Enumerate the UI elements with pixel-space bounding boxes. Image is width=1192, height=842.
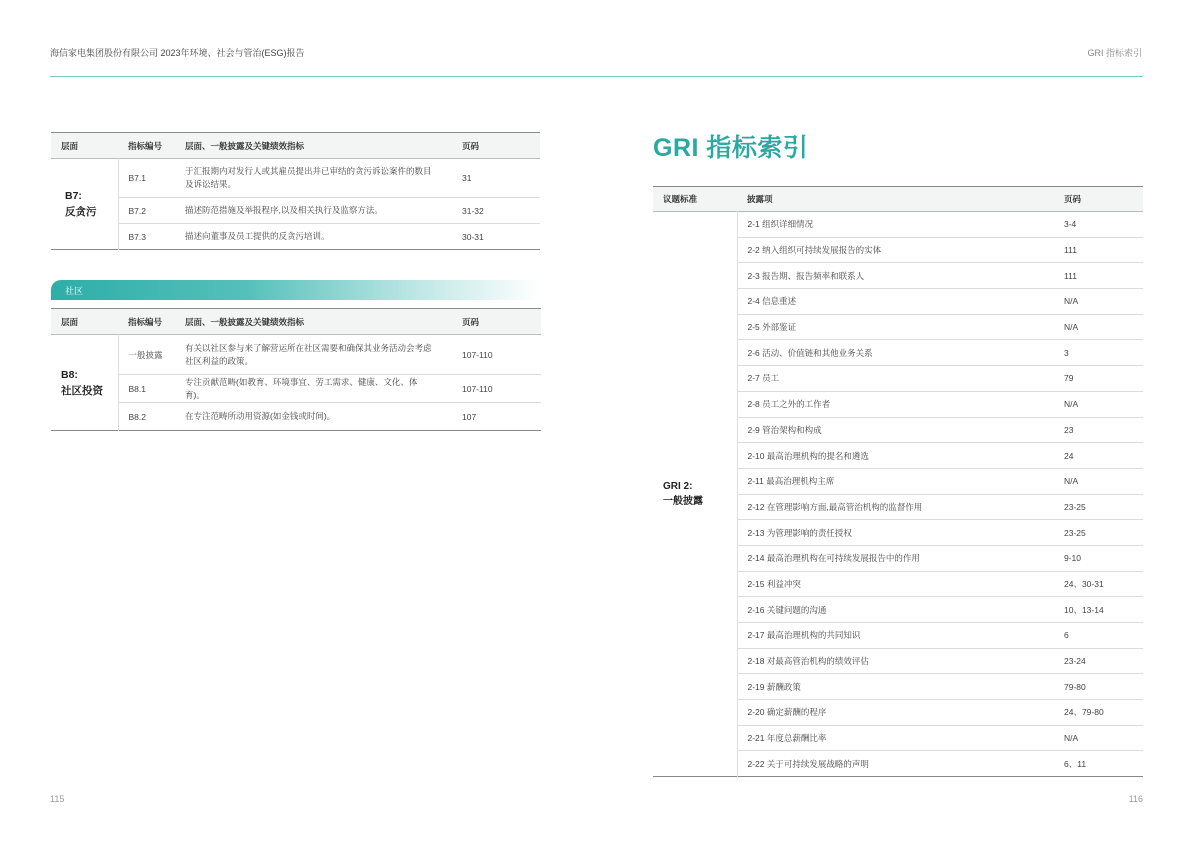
page-cell: 10、13-14: [1064, 604, 1104, 615]
page-cell: 3: [1064, 347, 1069, 358]
page-cell: 6: [1064, 630, 1069, 641]
b8-community-investment-table: [51, 308, 541, 431]
disclosure-cell: 2-17 最高治理机构的共同知识: [747, 630, 861, 641]
disclosure-cell: 2-6 活动、价值链和其他业务关系: [747, 347, 873, 358]
page-cell: 24、79-80: [1064, 707, 1104, 718]
disclosure-cell: 2-1 组织详细情况: [747, 219, 814, 230]
col-header-description: 层面、一般披露及关键绩效指标: [185, 316, 305, 327]
gri-index-title: GRI 指标索引: [653, 134, 809, 162]
disclosure-cell: 2-2 纳入组织可持续发展报告的实体: [747, 245, 882, 256]
disclosure-cell: 2-9 管治架构和构成: [747, 424, 822, 435]
disclosure-cell: 2-3 报告期、报告频率和联系人: [747, 270, 865, 281]
description-cell: 描述向董事及员工提供的反贪污培训。: [185, 231, 330, 241]
col-header-standard: 议题标准: [663, 194, 698, 204]
page-cell: 31-32: [462, 205, 484, 216]
code-cell: 一般披露: [128, 349, 163, 360]
code-cell: B8.1: [128, 383, 146, 394]
page-cell: 23-24: [1064, 656, 1086, 667]
col-header-aspect: 层面: [61, 140, 79, 151]
description-cell: 在专注范畴所动用资源(如金钱或时间)。: [185, 411, 336, 421]
report-header-title: 海信家电集团股份有限公司 2023年环境、社会与管治(ESG)报告: [50, 48, 305, 58]
page-cell: N/A: [1064, 399, 1079, 410]
table-row: [51, 198, 540, 224]
code-cell: B7.3: [128, 231, 146, 242]
col-header-code: 指标编号: [128, 316, 163, 327]
table-header-row: [51, 309, 541, 335]
community-section-band: [51, 280, 540, 300]
page-cell: N/A: [1064, 476, 1079, 487]
disclosure-cell: 2-8 员工之外的工作者: [747, 399, 831, 410]
disclosure-cell: 2-21 年度总薪酬比率: [747, 733, 827, 744]
code-cell: B7.2: [128, 205, 146, 216]
aspect-cell: B8: 社区投资: [51, 335, 118, 431]
section-header-title: GRI 指标索引: [1087, 48, 1142, 58]
community-section-title: 社区: [65, 286, 84, 296]
col-header-description: 层面、一般披露及关键绩效指标: [185, 140, 305, 151]
disclosure-cell: 2-16 关键问题的沟通: [747, 604, 827, 615]
page-cell: N/A: [1064, 322, 1079, 333]
table-row: [51, 403, 541, 431]
table-header-row: [51, 133, 540, 159]
disclosure-cell: 2-10 最高治理机构的提名和遴选: [747, 450, 869, 461]
page-cell: N/A: [1064, 733, 1079, 744]
page-cell: 111: [1064, 245, 1077, 256]
col-header-page: 页码: [462, 316, 480, 327]
page-cell: 111: [1064, 270, 1077, 281]
col-header-code: 指标编号: [128, 140, 163, 151]
col-header-disclosure: 披露项: [747, 194, 773, 204]
disclosure-cell: 2-20 确定薪酬的程序: [747, 707, 827, 718]
page-cell: 23-25: [1064, 501, 1086, 512]
table-row: [51, 375, 541, 403]
page-cell: 107-110: [462, 383, 493, 394]
aspect-cell: B7: 反贪污: [51, 159, 118, 250]
disclosure-cell: 2-19 薪酬政策: [747, 681, 801, 692]
page-cell: 23: [1064, 424, 1074, 435]
page-cell: 6、11: [1064, 758, 1087, 769]
page-cell: 79-80: [1064, 681, 1086, 692]
disclosure-cell: 2-4 信息重述: [747, 296, 797, 307]
description-cell: 于汇报期内对发行人或其雇员提出并已审结的贪污诉讼案件的数目及诉讼结果。: [185, 166, 432, 189]
description-cell: 描述防范措施及举报程序,以及相关执行及监察方法。: [185, 205, 383, 215]
table-header-row: [653, 187, 1143, 212]
code-cell: B7.1: [128, 173, 146, 183]
disclosure-cell: 2-11 最高治理机构主席: [747, 476, 835, 487]
disclosure-cell: 2-5 外部鉴证: [747, 322, 797, 333]
page-cell: 3-4: [1064, 219, 1077, 230]
col-header-page: 页码: [462, 140, 480, 151]
disclosure-cell: 2-22 关于可持续发展战略的声明: [747, 758, 869, 769]
page-number-right: 116: [1128, 794, 1143, 804]
table-row: [51, 335, 541, 375]
page-number-left: 115: [50, 794, 65, 804]
standard-cell: GRI 2: 一般披露: [653, 212, 737, 777]
disclosure-cell: 2-15 利益冲突: [747, 578, 801, 589]
b7-anti-corruption-table: [51, 132, 540, 250]
page-cell: 24: [1064, 450, 1074, 461]
page-cell: 31: [462, 173, 472, 183]
page-cell: 30-31: [462, 231, 484, 242]
table-row: [653, 212, 1143, 238]
col-header-aspect: 层面: [61, 316, 79, 327]
gri-index-table: [653, 186, 1143, 777]
description-cell: 有关以社区参与来了解营运所在社区需要和确保其业务活动会考虑社区利益的政策。: [185, 342, 432, 366]
disclosure-cell: 2-14 最高治理机构在可持续发展报告中的作用: [747, 553, 920, 564]
page-cell: N/A: [1064, 296, 1079, 307]
page-cell: 107: [462, 411, 477, 422]
page-cell: 9-10: [1064, 553, 1082, 564]
gri-table-body: [653, 212, 1143, 777]
description-cell: 专注贡献范畴(如教育、环境事宜、劳工需求、健康、文化、体育)。: [185, 376, 418, 400]
disclosure-cell: 2-18 对最高管治机构的绩效评估: [747, 656, 869, 667]
page-cell: 23-25: [1064, 527, 1086, 538]
table-row: [51, 224, 540, 250]
disclosure-cell: 2-13 为管理影响的责任授权: [747, 527, 852, 538]
page-cell: 107-110: [462, 349, 493, 360]
header-divider: [50, 76, 1143, 77]
disclosure-cell: 2-7 员工: [747, 373, 780, 384]
col-header-page: 页码: [1064, 194, 1082, 204]
code-cell: B8.2: [128, 411, 146, 422]
page-cell: 79: [1064, 373, 1074, 384]
disclosure-cell: 2-12 在管理影响方面,最高管治机构的监督作用: [747, 501, 923, 512]
table-row: [51, 159, 540, 198]
page-cell: 24、30-31: [1064, 578, 1104, 589]
